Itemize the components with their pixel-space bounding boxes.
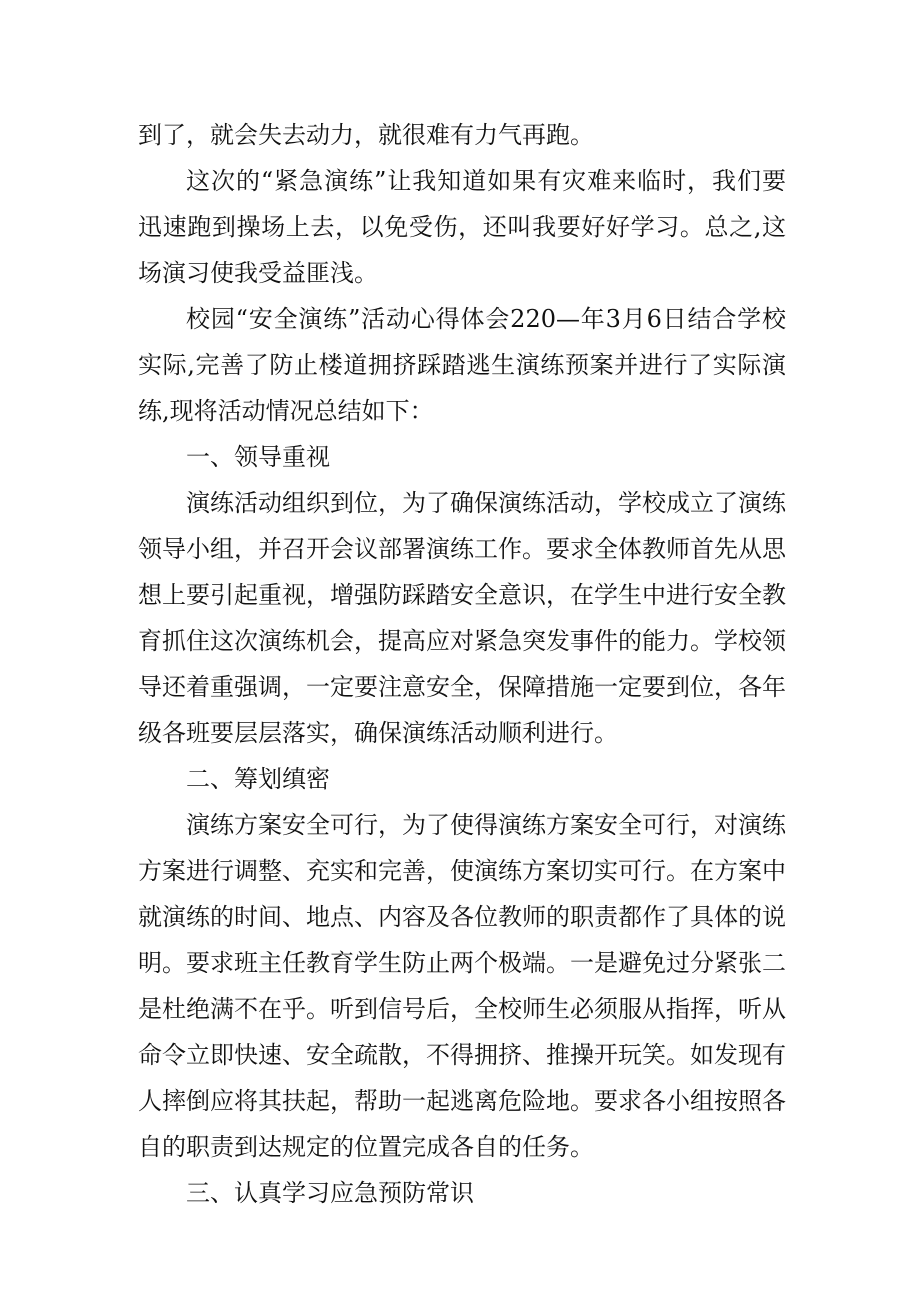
section-heading-study: 三、认真学习应急预防常识 — [186, 1179, 474, 1207]
paragraph-continuation: 到了，就会失去动力，就很难有力气再跑。 — [138, 121, 594, 149]
paragraph-emergency-drill: 这次的“紧急演练”让我知道如果有灾难来临时，我们要迅速跑到操场上去，以免受伤，还叫我要好好学习。总之,这场演习使我受益匪浅。 — [138, 167, 786, 287]
section-heading-planning: 二、筹划缜密 — [186, 765, 330, 793]
document-page — [138, 112, 786, 1216]
paragraph-planning: 演练方案安全可行，为了使得演练方案安全可行，对演练方案进行调整、充实和完善，使演练方案切实可行。在方案中就演练的时间、地点、内容及各位教师的职责都作了具体的说明。要求班主任教育学生防止两个极端。一是避免过分紧张二是杜绝满不在乎。听到信号后，全校师生必须服从指挥，听从命令立即快速、安全疏散，不得拥挤、推操开玩笑。如发现有人摔倒应将其扶起，帮助一起逃离危险地。要求各小组按照各自的职责到达规定的位置完成各自的任务。 — [138, 811, 786, 1161]
paragraph-campus-safety-intro: 校园“安全演练”活动心得体会220—年3月6日结合学校实际,完善了防止楼道拥挤踩踏逃生演练预案并进行了实际演练,现将活动情况总结如下： — [138, 305, 786, 425]
paragraph-leadership: 演练活动组织到位，为了确保演练活动，学校成立了演练领导小组，并召开会议部署演练工作。要求全体教师首先从思想上要引起重视，增强防踩踏安全意识，在学生中进行安全教育抓住这次演练机会，提高应对紧急突发事件的能力。学校领导还着重强调，一定要注意安全，保障措施一定要到位，各年级各班要层层落实，确保演练活动顺利进行。 — [138, 489, 786, 747]
section-heading-leadership: 一、领导重视 — [186, 443, 330, 471]
